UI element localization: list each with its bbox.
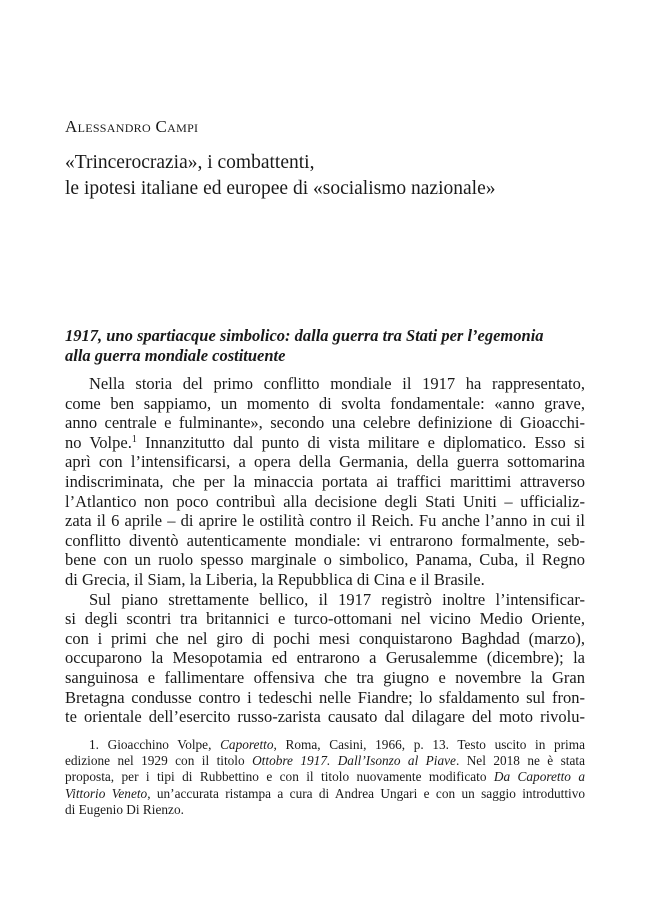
book-page	[65, 0, 585, 910]
text-line: Bretagna condusse contro i tedeschi nelle Fiandre; lo sfaldamento sul fron-	[65, 687, 585, 707]
text-line	[65, 433, 585, 453]
body-text	[65, 374, 585, 727]
footnote-line	[65, 737, 585, 753]
text-line: aprì con l’intensificarsi, a opera della Germania, della guerra sottomarina	[65, 452, 585, 472]
section-heading-line-2: alla guerra mondiale costituente	[65, 346, 286, 365]
text-line: di Grecia, il Siam, la Liberia, la Repubblica di Cina e il Brasile.	[65, 569, 485, 589]
italic-title: Da Caporetto a	[493, 769, 586, 785]
italic-title: Caporetto	[220, 737, 274, 752]
paragraph-2	[65, 590, 585, 727]
text-fragment: proposta, per i tipi di Rubbettino e con il titolo nuovamente modificato	[65, 769, 494, 785]
text-line: sanguinosa e fallimentare offensiva che tra giugno e novembre la Gran	[65, 667, 585, 687]
text-fragment: , un’accurata ristampa a cura di Andrea Ungari e con un saggio introduttivo	[147, 785, 586, 801]
footnote-line	[65, 753, 585, 769]
paragraph-1	[65, 374, 585, 590]
section-heading	[65, 326, 585, 366]
author-name: Alessandro Campi	[65, 117, 199, 136]
footnote-reference: 1	[131, 433, 137, 445]
text-line: si degli scontri tra britannici e turco-ottomani nel vicino Medio Oriente,	[65, 609, 585, 629]
text-line: indiscriminata, che per la minaccia portata ai traffici marittimi attraverso	[65, 471, 585, 491]
text-line: come ben sappiamo, un momento di svolta fondamentale: «anno grave,	[65, 393, 585, 413]
chapter-title-line-1: «Trincerocrazia», i combattenti,	[65, 152, 315, 173]
text-fragment: , Roma, Casini, 1966, p. 13. Testo uscito in prima	[273, 737, 585, 752]
text-fragment: Innanzitutto dal punto di vista militare e diplomatico. Esso si	[136, 432, 585, 452]
footnote-line: di Eugenio Di Rienzo.	[65, 801, 184, 817]
text-fragment: . Nel 2018 ne è stata	[455, 753, 585, 769]
footnote-line	[65, 786, 585, 802]
section-heading-line-1: 1917, uno spartiacque simbolico: dalla guerra tra Stati per l’egemonia	[65, 326, 544, 345]
footnote-line	[65, 769, 585, 785]
text-line: conflitto diventò autenticamente mondiale: vi entrarono formalmente, seb-	[65, 530, 585, 550]
text-line: l’Atlantico non poco contribuì alla decisione degli Stati Uniti – ufficializ-	[65, 491, 585, 511]
text-fragment: edizione nel 1929 con il titolo	[65, 753, 253, 769]
text-fragment: no Volpe.	[65, 432, 132, 452]
text-line: te orientale dell’esercito russo-zarista causato dal dilagare del moto rivolu-	[65, 707, 585, 727]
text-line: con i primi che nel giro di pochi mesi conquistarono Baghdad (marzo),	[65, 628, 585, 648]
text-line: Nella storia del primo conflitto mondiale il 1917 ha rappresentato,	[89, 374, 585, 393]
text-fragment: 1. Gioacchino Volpe,	[89, 737, 221, 752]
chapter-title-line-2: le ipotesi italiane ed europee di «socialismo nazionale»	[65, 178, 496, 199]
footnotes	[65, 737, 585, 818]
italic-title: Ottobre 1917. Dall’Isonzo al Piave	[252, 753, 456, 769]
italic-title: Vittorio Veneto	[65, 785, 148, 801]
text-line: anno centrale e fulminante», secondo una celebre definizione di Gioacchi-	[65, 413, 585, 433]
text-line: occuparono la Mesopotamia ed entrarono a Gerusalemme (dicembre); la	[65, 648, 585, 668]
text-line: zata il 6 aprile – di aprire le ostilità contro il Reich. Fu anche l’anno in cui il	[65, 511, 585, 531]
text-line: bene con un ruolo spesso marginale o simbolico, Panama, Cuba, il Regno	[65, 550, 585, 570]
text-line: Sul piano strettamente bellico, il 1917 registrò inoltre l’intensificar-	[89, 589, 585, 609]
chapter-title	[65, 150, 585, 202]
